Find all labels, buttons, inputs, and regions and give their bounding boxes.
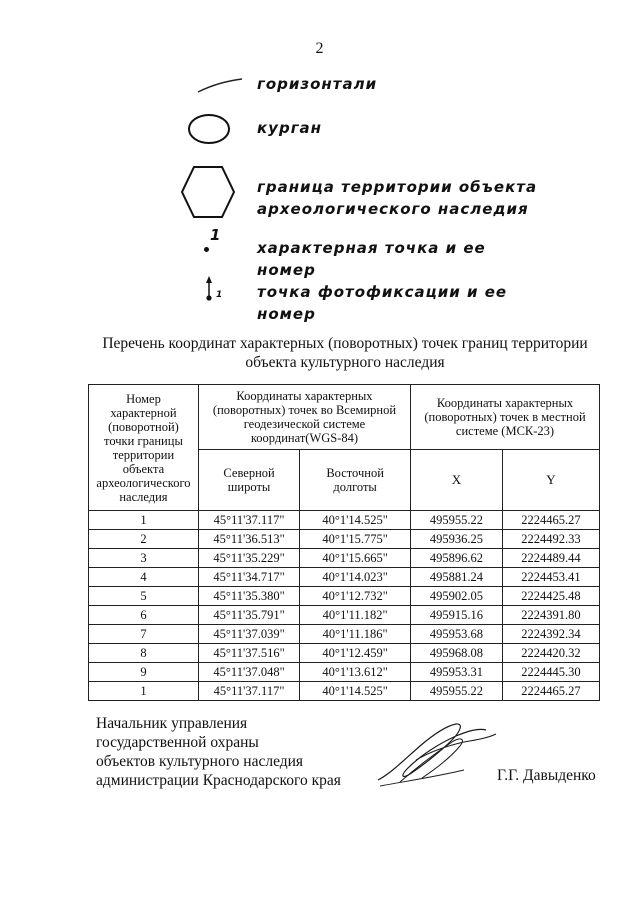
cell-point-number: 2 [89,530,199,549]
cell-y: 2224420.32 [502,644,599,663]
coordinates-list-title: Перечень координат характерных (поворотных) точек границ территории объекта культурного наследия [102,335,588,371]
signatory-title: Начальник управления государственной охраны объектов культурного наследия администрации Краснодарского края [96,715,341,789]
cell-y: 2224392.34 [502,625,599,644]
mound-ellipse-icon [186,113,232,145]
photo-point-icon: 1 [200,276,230,304]
cell-y: 2224465.27 [502,682,599,701]
cell-x: 495968.08 [411,644,503,663]
header-y: Y [502,450,599,511]
cell-latitude: 45°11'37.117" [198,511,299,530]
cell-x: 495896.62 [411,549,503,568]
cell-x: 495953.68 [411,625,503,644]
hexagon-boundary-icon [180,163,236,221]
legend-label-contours: горизонтали [257,75,378,93]
legend-label-characteristic-point: характерная точка и ее номер [257,239,486,279]
table-row [89,549,600,568]
cell-x: 495953.31 [411,663,503,682]
cell-longitude: 40°1'15.775" [300,530,411,549]
cell-y: 2224425.48 [502,587,599,606]
cell-longitude: 40°1'14.525" [300,511,411,530]
legend-label-photo-point: точка фотофиксации и ее номер [257,283,508,323]
cell-point-number: 1 [89,511,199,530]
header-point-number: Номер характерной (поворотной) точки границы территории объекта археологического наследия [89,385,199,511]
table-row [89,625,600,644]
cell-x: 495915.16 [411,606,503,625]
cell-longitude: 40°1'11.182" [300,606,411,625]
cell-point-number: 3 [89,549,199,568]
table-row [89,587,600,606]
header-local-group: Координаты характерных (поворотных) точек в местной системе (МСК-23) [411,385,600,450]
cell-x: 495955.22 [411,682,503,701]
cell-latitude: 45°11'36.513" [198,530,299,549]
cell-x: 495902.05 [411,587,503,606]
table-row [89,682,600,701]
table-row [89,606,600,625]
cell-y: 2224453.41 [502,568,599,587]
cell-x: 495881.24 [411,568,503,587]
cell-point-number: 9 [89,663,199,682]
page-number: 2 [315,40,324,57]
cell-point-number: 1 [89,682,199,701]
header-wgs84-group: Координаты характерных (поворотных) точек во Всемирной геодезической системе координат(WGS-84) [198,385,410,450]
handwritten-signature [360,716,500,796]
signatory-name: Г.Г. Давыденко [497,767,596,784]
cell-y: 2224445.30 [502,663,599,682]
cell-y: 2224489.44 [502,549,599,568]
cell-latitude: 45°11'35.791" [198,606,299,625]
header-x: X [411,450,503,511]
cell-longitude: 40°1'12.459" [300,644,411,663]
table-row [89,511,600,530]
coordinates-table [88,384,600,701]
cell-point-number: 7 [89,625,199,644]
cell-x: 495936.25 [411,530,503,549]
cell-longitude: 40°1'11.186" [300,625,411,644]
cell-longitude: 40°1'14.023" [300,568,411,587]
cell-point-number: 4 [89,568,199,587]
cell-latitude: 45°11'35.229" [198,549,299,568]
cell-longitude: 40°1'13.612" [300,663,411,682]
cell-y: 2224465.27 [502,511,599,530]
cell-latitude: 45°11'37.048" [198,663,299,682]
characteristic-point-icon: 1 [200,228,230,258]
cell-x: 495955.22 [411,511,503,530]
cell-longitude: 40°1'12.732" [300,587,411,606]
table-row [89,568,600,587]
contour-line-icon [196,76,244,96]
cell-latitude: 45°11'37.117" [198,682,299,701]
cell-point-number: 6 [89,606,199,625]
cell-point-number: 8 [89,644,199,663]
cell-y: 2224391.80 [502,606,599,625]
cell-latitude: 45°11'37.516" [198,644,299,663]
cell-longitude: 40°1'15.665" [300,549,411,568]
header-longitude: Восточной долготы [300,450,411,511]
cell-y: 2224492.33 [502,530,599,549]
table-row [89,644,600,663]
cell-latitude: 45°11'34.717" [198,568,299,587]
cell-point-number: 5 [89,587,199,606]
cell-latitude: 45°11'37.039" [198,625,299,644]
cell-longitude: 40°1'14.525" [300,682,411,701]
legend-label-mound: курган [257,119,323,137]
table-row [89,530,600,549]
legend-label-boundary: граница территории объекта археологического наследия [257,178,538,218]
header-latitude: Северной широты [198,450,299,511]
table-row [89,663,600,682]
cell-latitude: 45°11'35.380" [198,587,299,606]
